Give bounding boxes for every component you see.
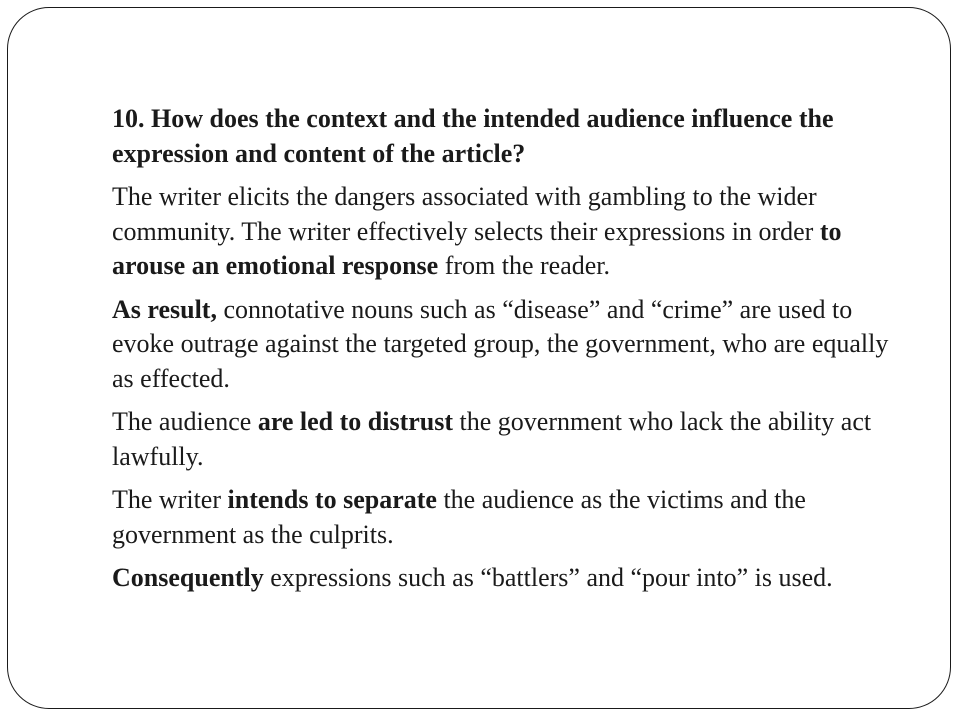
paragraph-1-segment-3: from the reader. xyxy=(438,251,611,280)
paragraph-3 xyxy=(112,405,912,474)
paragraph-2 xyxy=(112,293,912,397)
paragraph-3-segment-3: the government who lack the ability act lawfully. xyxy=(112,407,872,471)
paragraph-2-emphasis: As result, xyxy=(112,294,217,324)
paragraph-1-emphasis: to arouse an emotional response xyxy=(112,216,842,280)
paragraph-1-segment-1: The writer elicits the dangers associated with gambling to the wider community. The writer effectively selects their expressions in order xyxy=(112,182,820,246)
question-heading: 10. How does the context and the intended audience influence the expression and content of the article? xyxy=(112,104,834,168)
slide-content xyxy=(112,102,912,605)
paragraph-5 xyxy=(112,561,912,596)
paragraph-5-emphasis: Consequently xyxy=(112,563,264,592)
paragraph-1 xyxy=(112,180,912,284)
paragraph-2-segment-2: connotative nouns such as “disease” and “crime” are used to evoke outrage against the targeted group, the government, who are equally as effected. xyxy=(112,294,889,393)
slide-frame xyxy=(7,7,951,709)
paragraph-3-emphasis: are led to distrust xyxy=(257,407,454,436)
paragraph-5-segment-2: expressions such as “battlers” and “pour into” is used. xyxy=(263,563,833,592)
paragraph-4-segment-1: The writer xyxy=(112,485,228,514)
paragraph-4-emphasis: intends to separate xyxy=(227,485,437,514)
paragraph-3-segment-1: The audience xyxy=(112,407,258,436)
paragraph-4-segment-3: the audience as the victims and the government as the culprits. xyxy=(112,485,806,549)
paragraph-4 xyxy=(112,483,912,552)
